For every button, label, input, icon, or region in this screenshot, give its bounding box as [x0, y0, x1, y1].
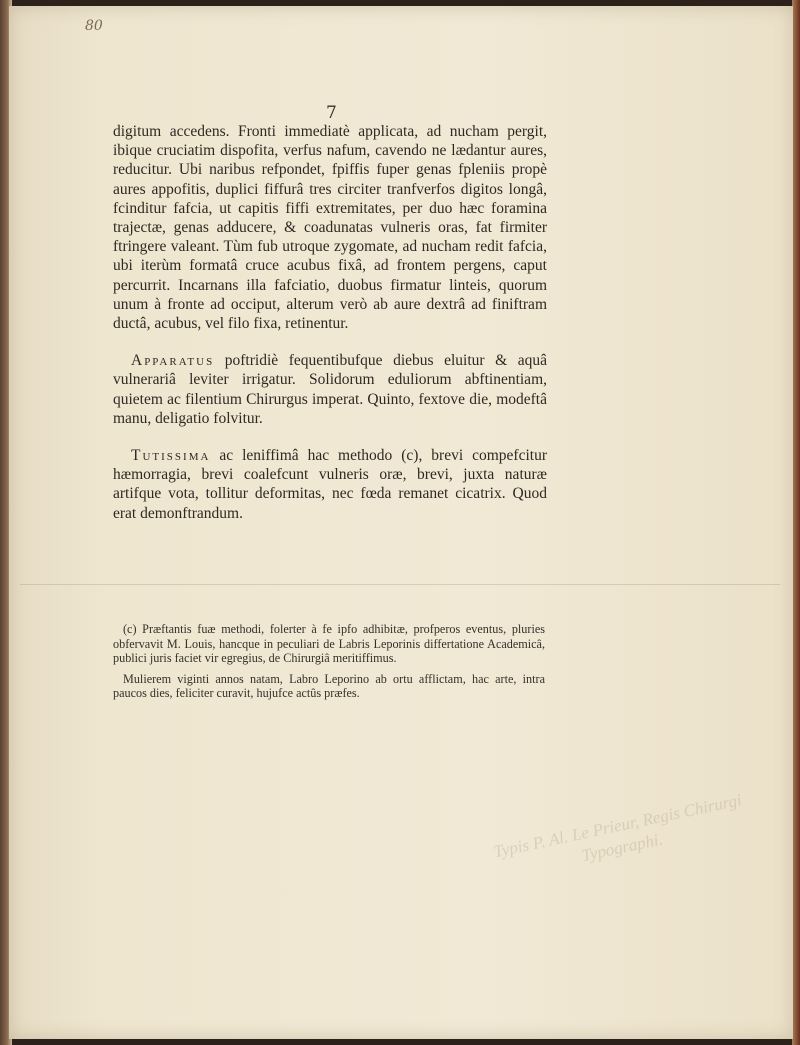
paragraph-2-lead: Apparatus [131, 352, 215, 370]
paragraph-3 [113, 446, 547, 523]
page-number: 7 [326, 103, 337, 123]
body-text [113, 122, 547, 523]
paragraph-3-text: ac leniffimâ hac methodo (c), brevi compefcitur hæmorragia, brevi coalefcunt vulneris oræ, brevi, juxta naturæ artifque vota, tollitur deformitas, nec fœda remanet cicatrix. Quod erat demonftrandum. [113, 447, 547, 522]
paragraph-2 [113, 351, 547, 428]
page-fold-line [20, 584, 780, 585]
footnote-1: (c) Præftantis fuæ methodi, folerter à fe ipfo adhibitæ, profperos eventus, pluries obfervavit M. Louis, hancque in peculiari de Labris Leporinis differtatione Academicâ, publici juris faciet vir egregius, de Chirurgiâ meritiffimus. [113, 622, 545, 666]
manuscript-note: 80 [85, 18, 103, 34]
footnote-2: Mulierem viginti annos natam, Labro Leporino ab ortu afflictam, hac arte, intra paucos dies, feliciter curavit, hujufce actûs præfes. [113, 671, 545, 701]
paragraph-3-lead: Tutissima [131, 447, 211, 465]
binding-edge-right [792, 0, 800, 1045]
footnote-block [113, 622, 545, 707]
paragraph-2-text: poftridiè fequentibufque diebus eluitur & aquâ vulnerariâ leviter irrigatur. Solidorum eduliorum abftinentiam, quietem ac filentium Chirurgus imperat. Quinto, fextove die, modeftâ manu, deligatio folvitur. [113, 352, 547, 427]
paragraph-1: digitum accedens. Fronti immediatè applicata, ad nucham pergit, ibique cruciatim dispofita, verfus nafum, cavendo ne lædantur aures, reducitur. Ubi naribus refpondet, fpiffis fuper genas fpleniis propè aures appofitis, duplici fiffurâ tres circiter tranfverfos digitos longâ, fcinditur fafcia, ut capitis fiffi extremitates, per duo hæc foramina trajectæ, genas adducere, & coadunatas vulneris oras, fat firmiter ftringere valeant. Tùm fub utroque zygomate, ad nucham redit fafcia, ubi iterùm formatâ cruce acubus fixâ, ad frontem pergens, caput percurrit. Incarnans illa fafciatio, duobus firmatur linteis, quorum unum à fronte ad occiput, alterum verò ab aure dextrâ ad finiftram ductâ, acubus, vel filo fixa, retinentur. [113, 123, 547, 333]
bleed-through-text: Typis P. Al. Le Prieur, Regis Chirurgi Typographi. [491, 790, 744, 866]
